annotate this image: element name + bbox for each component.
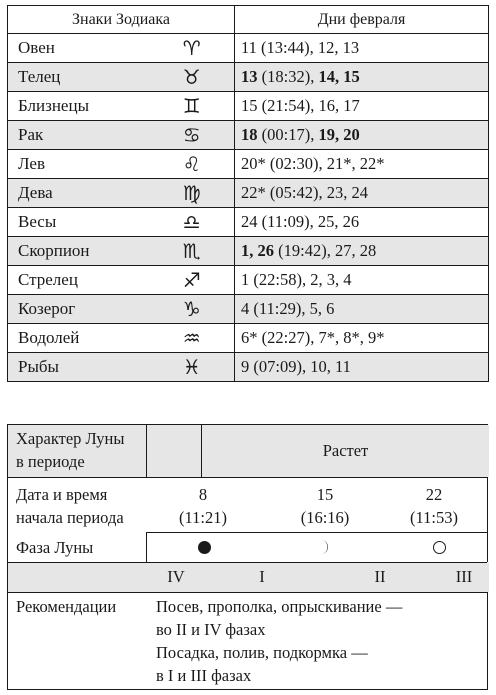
zodiac-sign-name: Козерог	[8, 295, 150, 324]
zodiac-symbol-icon: ♌	[150, 150, 235, 179]
zodiac-sign-name: Водолей	[8, 324, 150, 353]
zodiac-row	[8, 353, 489, 382]
zodiac-row	[8, 179, 489, 208]
zodiac-days-segment: 6* (22:27), 7*, 8*, 9*	[241, 328, 385, 347]
zodiac-days	[235, 92, 489, 121]
zodiac-sign-name: Рак	[8, 121, 150, 150]
zodiac-days-segment: (18:32),	[257, 67, 319, 86]
zodiac-body	[8, 34, 489, 382]
zodiac-days-segment: 24 (11:09), 25, 26	[241, 212, 360, 231]
zodiac-days	[235, 63, 489, 92]
moon-character-label-2: в периоде	[16, 452, 85, 471]
zodiac-days	[235, 295, 489, 324]
zodiac-symbol-icon: ♎	[150, 208, 235, 237]
zodiac-row	[8, 295, 489, 324]
zodiac-symbol-icon: ♋	[150, 121, 235, 150]
quarter-iv: IV	[167, 567, 185, 586]
zodiac-sign-name: Весы	[8, 208, 150, 237]
period-2-time: (16:16)	[300, 508, 350, 527]
new-moon-icon	[433, 541, 446, 554]
first-quarter-moon-icon	[317, 539, 331, 555]
zodiac-symbol-icon: ♑	[150, 295, 235, 324]
recommendation-line-1: Посев, прополка, опрыскивание —	[156, 597, 403, 616]
zodiac-row	[8, 150, 489, 179]
zodiac-days-segment: 11 (13:44), 12, 13	[241, 38, 360, 57]
period-start-label-1: Дата и время	[16, 485, 108, 504]
zodiac-sign-name: Овен	[8, 34, 150, 63]
zodiac-sign-name: Близнецы	[8, 92, 150, 121]
zodiac-days	[235, 266, 489, 295]
zodiac-days	[235, 121, 489, 150]
zodiac-days	[235, 324, 489, 353]
zodiac-days-segment: 1 (22:58), 2, 3, 4	[241, 270, 352, 289]
recommendation-line-4: в I и III фазах	[156, 666, 252, 685]
zodiac-symbol-icon: ♊	[150, 92, 235, 121]
moon-character-value: Растет	[322, 441, 369, 460]
quarter-iii: III	[455, 567, 473, 586]
moon-character-label-1: Характер Луны	[16, 429, 125, 448]
zodiac-symbol-icon: ♈	[150, 34, 235, 63]
zodiac-row	[8, 266, 489, 295]
header-zodiac-signs: Знаки Зодиака	[8, 6, 235, 34]
zodiac-symbol-icon: ♓	[150, 353, 235, 382]
recommendation-line-2: во II и IV фазах	[156, 620, 266, 639]
zodiac-symbol-icon: ♍	[150, 179, 235, 208]
zodiac-days-segment: (00:17),	[257, 125, 319, 144]
recommendation-line-3: Посадка, полив, подкормка —	[156, 643, 368, 662]
period-2-date: 15	[316, 485, 334, 504]
quarter-ii: II	[374, 567, 386, 586]
period-3-time: (11:53)	[410, 508, 458, 527]
zodiac-sign-name: Телец	[8, 63, 150, 92]
zodiac-days-segment: 15 (21:54), 16, 17	[241, 96, 360, 115]
header-february-days: Дни февраля	[235, 6, 489, 34]
zodiac-sign-name: Дева	[8, 179, 150, 208]
zodiac-table	[7, 5, 489, 382]
zodiac-sign-name: Скорпион	[8, 237, 150, 266]
zodiac-days-segment: 9 (07:09), 10, 11	[241, 357, 351, 376]
zodiac-days-segment: 4 (11:29), 5, 6	[241, 299, 335, 318]
zodiac-days-segment: (19:42), 27, 28	[274, 241, 377, 260]
zodiac-sign-name: Стрелец	[8, 266, 150, 295]
moon-phase-label: Фаза Луны	[16, 538, 94, 557]
zodiac-header-row	[8, 6, 489, 34]
zodiac-sign-name: Лев	[8, 150, 150, 179]
zodiac-row	[8, 92, 489, 121]
zodiac-row	[8, 121, 489, 150]
period-1-date: 8	[198, 485, 208, 504]
zodiac-days	[235, 208, 489, 237]
zodiac-days-segment: 1, 26	[241, 241, 275, 260]
zodiac-days	[235, 353, 489, 382]
zodiac-row	[8, 324, 489, 353]
zodiac-symbol-icon: ♒	[150, 324, 235, 353]
zodiac-row	[8, 34, 489, 63]
zodiac-days-segment: 13	[241, 67, 258, 86]
zodiac-days	[235, 34, 489, 63]
zodiac-symbol-icon: ♐	[150, 266, 235, 295]
zodiac-days	[235, 179, 489, 208]
zodiac-days-segment: 22* (05:42), 23, 24	[241, 183, 368, 202]
zodiac-days-segment: 19, 20	[318, 125, 360, 144]
zodiac-days-segment: 20* (02:30), 21*, 22*	[241, 154, 385, 173]
zodiac-days-segment: 14, 15	[318, 67, 360, 86]
period-start-label-2: начала периода	[16, 508, 124, 527]
zodiac-days	[235, 150, 489, 179]
zodiac-symbol-icon: ♏	[150, 237, 235, 266]
zodiac-row	[8, 63, 489, 92]
moon-table	[7, 424, 488, 690]
period-1-time: (11:21)	[179, 508, 227, 527]
period-3-date: 22	[425, 485, 443, 504]
zodiac-row	[8, 208, 489, 237]
zodiac-symbol-icon: ♉	[150, 63, 235, 92]
recommendations-label: Рекомендации	[16, 597, 117, 616]
zodiac-days-segment: 18	[241, 125, 258, 144]
zodiac-days	[235, 237, 489, 266]
full-moon-icon	[198, 541, 211, 554]
zodiac-sign-name: Рыбы	[8, 353, 150, 382]
quarter-i: I	[259, 567, 265, 586]
zodiac-row	[8, 237, 489, 266]
